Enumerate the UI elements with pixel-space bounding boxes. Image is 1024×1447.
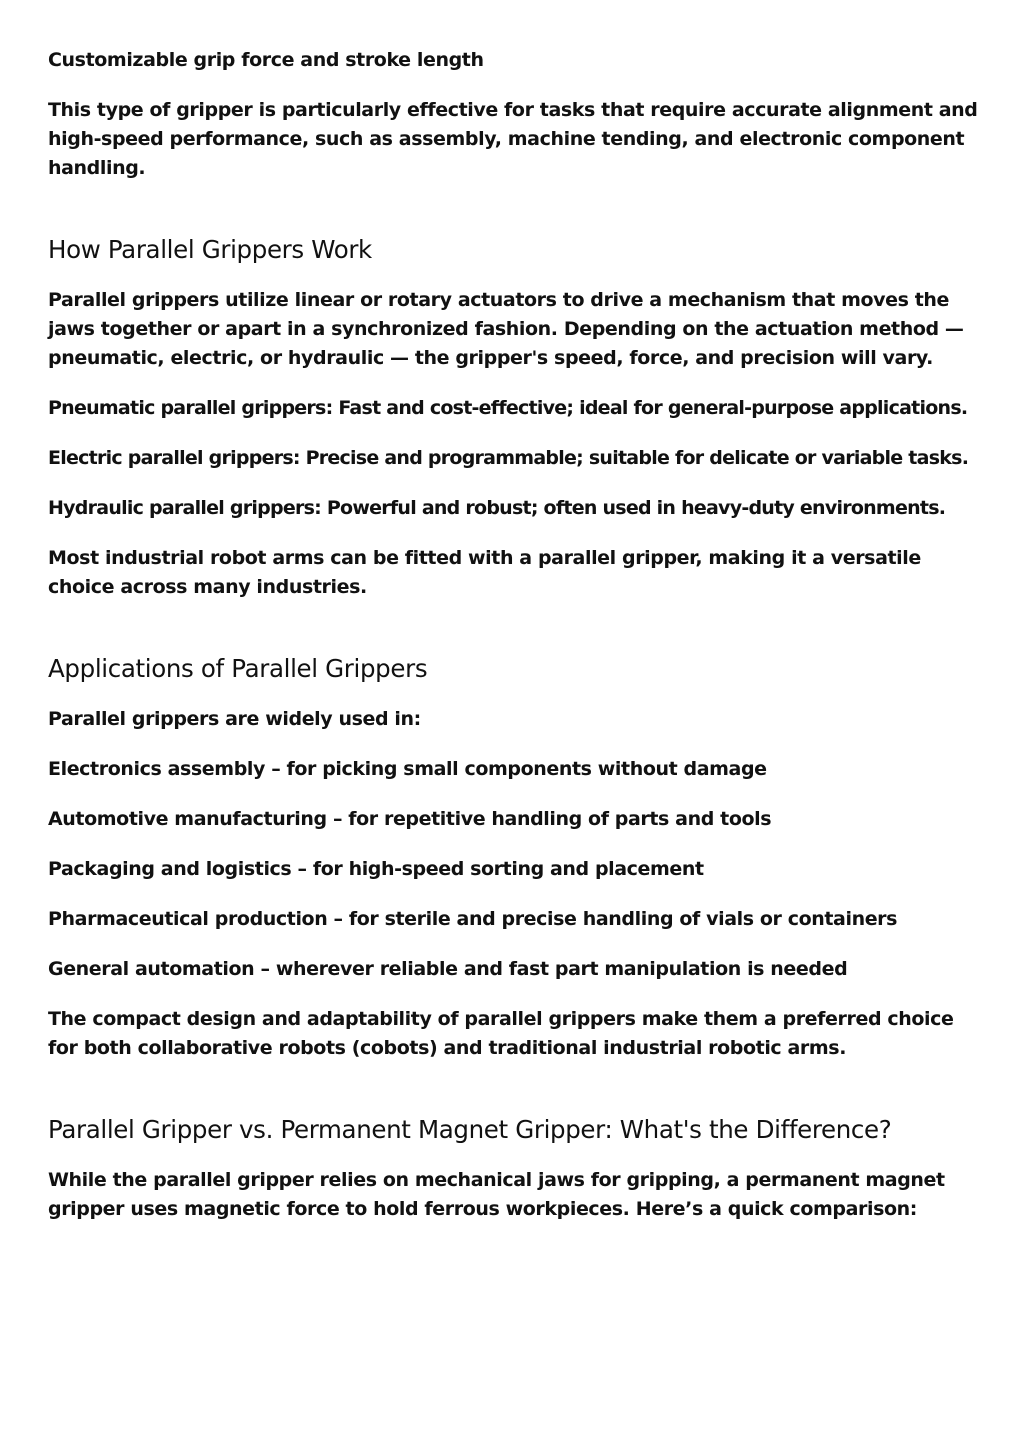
section-spacer — [48, 204, 978, 235]
comparison-body: While the parallel gripper relies on mechanical jaws for gripping, a permanent magnet gripper uses magnetic force to hold ferrous workpieces. Here’s a quick comparison: — [48, 1169, 945, 1220]
application-item-packaging: Packaging and logistics – for high-speed sorting and placement — [48, 858, 704, 880]
application-item-automotive: Automotive manufacturing – for repetitive handling of parts and tools — [48, 808, 772, 830]
section-spacer — [48, 623, 978, 654]
how-it-works-closing: Most industrial robot arms can be fitted with a parallel gripper, making it a versatile choice across many industries. — [48, 547, 921, 598]
document-page — [48, 46, 978, 1245]
gripper-type-pneumatic: Pneumatic parallel grippers: Fast and cost-effective; ideal for general-purpose applications. — [48, 397, 968, 419]
how-it-works-body: Parallel grippers utilize linear or rotary actuators to drive a mechanism that moves the jaws together or apart in a synchronized fashion. Depending on the actuation method — pneumatic, electric, or hydraulic — the gripper's speed, force, and precision will vary. — [48, 289, 964, 369]
section-spacer — [48, 1084, 978, 1115]
application-item-pharmaceutical: Pharmaceutical production – for sterile and precise handling of vials or containers — [48, 908, 898, 930]
section-heading-applications: Applications of Parallel Grippers — [48, 654, 428, 683]
section-heading-how-it-works: How Parallel Grippers Work — [48, 235, 372, 264]
intro-summary: This type of gripper is particularly effective for tasks that require accurate alignment and high-speed performance, such as assembly, machine tending, and electronic component handling. — [48, 99, 978, 179]
gripper-type-electric: Electric parallel grippers: Precise and programmable; suitable for delicate or variable tasks. — [48, 447, 969, 469]
applications-intro: Parallel grippers are widely used in: — [48, 708, 421, 730]
application-item-electronics: Electronics assembly – for picking small components without damage — [48, 758, 767, 780]
gripper-type-hydraulic: Hydraulic parallel grippers: Powerful and robust; often used in heavy-duty environments. — [48, 497, 946, 519]
section-heading-comparison: Parallel Gripper vs. Permanent Magnet Gripper: What's the Difference? — [48, 1115, 892, 1144]
feature-line: Customizable grip force and stroke length — [48, 49, 484, 71]
applications-closing: The compact design and adaptability of parallel grippers make them a preferred choice for both collaborative robots (cobots) and traditional industrial robotic arms. — [48, 1008, 954, 1059]
application-item-general-automation: General automation – wherever reliable and fast part manipulation is needed — [48, 958, 848, 980]
